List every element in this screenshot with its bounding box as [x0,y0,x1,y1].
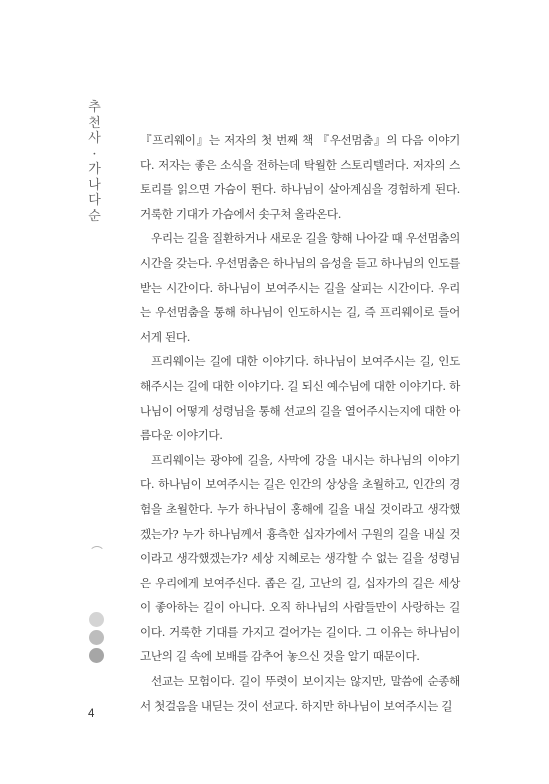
circle-medium [89,630,104,645]
circle-dark [89,648,104,663]
circle-light [89,612,104,627]
body-text [140,128,460,718]
paragraph: 선교는 모험이다. 길이 뚜렷이 보이지는 않지만, 말씀에 순종해서 첫걸음을 내딛는 것이 선교다. 하지만 하나님이 보여주시는 길 [140,674,460,713]
paragraph: 『프리웨이』는 저자의 첫 번째 책 『우선멈춤』의 다음 이야기다. 저자는 좋은 소식을 전하는데 탁월한 스토리텔러다. 저자의 스토리를 읽으면 가슴이 뛴다. 하나님이 살아계심을 경험하게 된다. 거룩한 기대가 가슴에서 솟구쳐 올라온다. [140,133,460,221]
paragraph: 우리는 길을 질환하거나 새로운 길을 향해 나아갈 때 우선멈춤의 시간을 갖는다. 우선멈춤은 하나님의 음성을 듣고 하나님의 인도를 받는 시간이다. 하나님이 보여주시는 길을 살피는 시간이다. 우리는 우선멈춤을 통해 하나님이 인도하시는 길, 즉 프리웨이로 들어서게 된다. [140,231,460,344]
paragraph: 프리웨이는 길에 대한 이야기다. 하나님이 보여주시는 길, 인도해주시는 길에 대한 이야기다. 길 되신 예수님에 대한 이야기다. 하나님이 어떻게 성령님을 통해 선교의 길을 열어주시는지에 대한 아름다운 이야기다. [140,354,460,443]
page-number: 4 [88,708,95,720]
paragraph: 프리웨이는 광야에 길을, 사막에 강을 내시는 하나님의 이야기다. 하나님이 보여주시는 길은 인간의 상상을 초월하고, 인간의 경험을 초월한다. 누가 하나님이 홍해에 길을 내실 것이라고 생각했겠는가? 누가 하나님께서 흉측한 십자가에서 구원의 길을 내실 것이라고 생각했겠는가? 세상 지혜로는 생각할 수 없는 길을 성령님은 우리에게 보여주신다. 좁은 길, 고난의 길, 십자가의 길은 세상이 좋아하는 길이 아니다. 오직 하나님의 사람들만이 사랑하는 길이다. 거룩한 기대를 가지고 걸어가는 길이다. 그 이유는 하나님이 고난의 길 속에 보배를 감추어 놓으신 것을 알기 때문이다. [140,452,460,664]
arc-ornament [89,546,105,562]
side-title: 추천사 · 가나다 순 [88,100,102,224]
